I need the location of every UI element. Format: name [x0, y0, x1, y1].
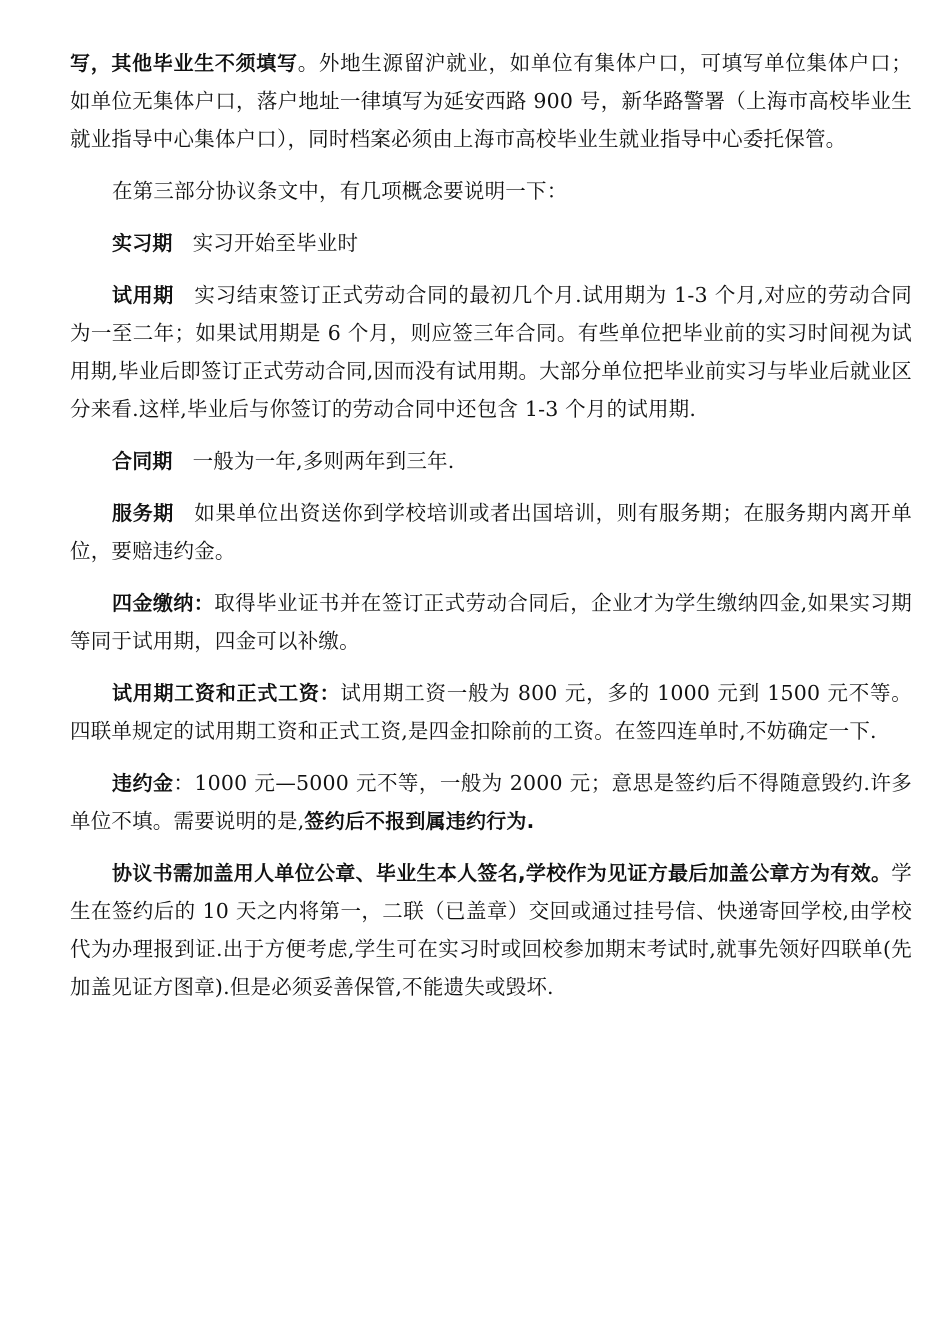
term-label: 四金缴纳：: [112, 591, 215, 615]
paragraph-text: 在第三部分协议条文中，有几项概念要说明一下：: [112, 179, 568, 203]
paragraph-penalty: [70, 764, 912, 840]
term-label: 合同期: [112, 449, 173, 473]
paragraph-household-registration: [70, 44, 912, 158]
paragraph-probation-period: [70, 276, 912, 428]
term-label: 试用期工资和正式工资：: [112, 681, 341, 705]
term-definition: 取得毕业证书并在签订正式劳动合同后，企业才为学生缴纳四金,如果实习期等同于试用期，四金可以补缴。: [70, 591, 912, 653]
paragraph-service-period: [70, 494, 912, 570]
paragraph-text: 。外地生源留沪就业，如单位有集体户口，可填写单位集体户口；如单位无集体户口，落户地址一律填写为延安西路 900 号，新华路警署（上海市高校毕业生就业指导中心集体户口），同时档案必须由上海市高校毕业生就业指导中心委托保管。: [70, 51, 912, 151]
term-definition: 如果单位出资送你到学校培训或者出国培训，则有服务期；在服务期内离开单位，要赔违约金。: [70, 501, 912, 563]
term-definition: 试用期工资一般为 800 元，多的 1000 元到 1500 元不等。四联单规定的试用期工资和正式工资,是四金扣除前的工资。在签四连单时,不妨确定一下.: [70, 681, 912, 743]
term-label: 实习期: [112, 231, 173, 255]
paragraph-contract-period: [70, 442, 912, 480]
paragraph-text: 学生在签约后的 10 天之内将第一，二联（已盖章）交回或通过挂号信、快递寄回学校,由学校代为办理报到证.出于方便考虑,学生可在实习时或回校参加期末考试时,就事先领好四联单(先加盖见证方图章).但是必须妥善保管,不能遗失或毁坏.: [70, 861, 912, 999]
term-label: 违约金: [112, 771, 174, 795]
document-page: [70, 44, 912, 1020]
paragraph-four-funds: [70, 584, 912, 660]
paragraph-intro-concepts: [70, 172, 912, 210]
paragraph-wages: [70, 674, 912, 750]
bold-note: 签约后不报到属违约行为.: [304, 809, 535, 833]
bold-note: 协议书需加盖用人单位公章、毕业生本人签名,学校作为见证方最后加盖公章方为有效。: [112, 861, 892, 885]
term-definition: 一般为一年,多则两年到三年.: [192, 449, 455, 473]
paragraph-internship-period: [70, 224, 912, 262]
paragraph-agreement-validity: [70, 854, 912, 1006]
term-definition: ：1000 元—5000 元不等，一般为 2000 元；意思是签约后不得随意毁约.许多单位不填。需要说明的是,: [70, 771, 912, 833]
bold-note: 写，其他毕业生不须填写: [70, 51, 298, 75]
term-definition: 实习开始至毕业时: [192, 231, 359, 255]
term-definition: 实习结束签订正式劳动合同的最初几个月.试用期为 1-3 个月,对应的劳动合同为一至二年；如果试用期是 6 个月，则应签三年合同。有些单位把毕业前的实习时间视为试用期,毕业后即签订正式劳动合同,因而没有试用期。大部分单位把毕业前实习与毕业后就业区分来看.这样,毕业后与你签订的劳动合同中还包含 1-3 个月的试用期.: [70, 283, 912, 421]
term-label: 服务期: [112, 501, 174, 525]
term-label: 试用期: [112, 283, 174, 307]
